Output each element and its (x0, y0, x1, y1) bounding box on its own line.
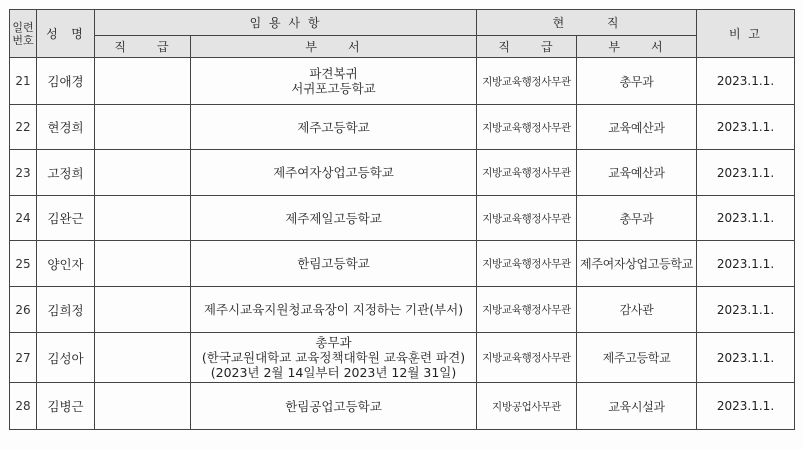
department-line: (한국교원대학교 교육정책대학원 교육훈련 파견) (201, 350, 466, 365)
name-cell: 김애경 (37, 58, 95, 105)
serial-header-line2: 번호 (12, 33, 34, 47)
serial-number-cell: 28 (10, 383, 37, 430)
current-department-cell: 교육예산과 (577, 105, 697, 150)
table-row (10, 287, 795, 333)
table-body (10, 58, 795, 430)
current-rank-cell: 지방교육행정사무관 (477, 241, 577, 287)
appointment-header: 임 용 사 항 (95, 10, 477, 36)
serial-number-cell: 25 (10, 241, 37, 287)
table-row (10, 58, 795, 105)
current-position-header: 현 직 (477, 10, 697, 36)
department-line: 제주여자상업고등학교 (273, 165, 394, 180)
current-rank-cell: 지방교육행정사무관 (477, 196, 577, 241)
remarks-header: 비 고 (697, 10, 795, 58)
name-cell: 김완근 (37, 196, 95, 241)
remarks-cell: 2023.1.1. (697, 150, 795, 196)
personnel-appointment-table (9, 9, 795, 430)
appointment-rank-cell (95, 287, 191, 333)
appointment-rank-cell (95, 150, 191, 196)
current-department-cell: 교육시설과 (577, 383, 697, 430)
appointment-department-cell (191, 333, 477, 383)
current-department-cell: 제주고등학교 (577, 333, 697, 383)
current-department-header: 부 서 (577, 36, 697, 58)
remarks-cell: 2023.1.1. (697, 333, 795, 383)
name-cell: 고정희 (37, 150, 95, 196)
serial-number-header (10, 10, 37, 58)
current-department-cell: 교육예산과 (577, 150, 697, 196)
current-rank-cell: 지방교육행정사무관 (477, 333, 577, 383)
serial-number-cell: 22 (10, 105, 37, 150)
appointment-rank-cell (95, 383, 191, 430)
department-line: 제주시교육지원청교육장이 지정하는 기관(부서) (203, 302, 464, 317)
appointment-rank-header: 직 급 (95, 36, 191, 58)
table-row (10, 196, 795, 241)
remarks-cell: 2023.1.1. (697, 241, 795, 287)
current-rank-header: 직 급 (477, 36, 577, 58)
appointment-department-cell (191, 287, 477, 333)
serial-number-cell: 23 (10, 150, 37, 196)
current-rank-cell: 지방교육행정사무관 (477, 287, 577, 333)
appointment-rank-cell (95, 241, 191, 287)
name-cell: 현경희 (37, 105, 95, 150)
department-line: 한림공업고등학교 (285, 398, 382, 414)
appointment-department-cell (191, 58, 477, 105)
current-department-cell: 총무과 (577, 58, 697, 105)
department-line: (2023년 2월 14일부터 2023년 12월 31일) (210, 365, 457, 380)
serial-number-cell: 27 (10, 333, 37, 383)
current-rank-cell: 지방교육행정사무관 (477, 58, 577, 105)
department-line: 파견복귀 (309, 66, 358, 81)
serial-number-cell: 26 (10, 287, 37, 333)
appointment-department-header: 부 서 (191, 36, 477, 58)
department-line: 서귀포고등학교 (291, 81, 376, 96)
current-rank-cell: 지방공업사무관 (477, 383, 577, 430)
appointment-department-cell (191, 105, 477, 150)
serial-header-line1: 일련 (12, 20, 34, 34)
remarks-cell: 2023.1.1. (697, 58, 795, 105)
table-row (10, 333, 795, 383)
name-cell: 김성아 (37, 333, 95, 383)
department-line: 제주고등학교 (297, 119, 370, 135)
name-cell: 김병근 (37, 383, 95, 430)
appointment-department-cell (191, 241, 477, 287)
current-department-cell: 감사관 (577, 287, 697, 333)
current-rank-cell: 지방교육행정사무관 (477, 150, 577, 196)
appointment-rank-cell (95, 196, 191, 241)
table-row (10, 105, 795, 150)
department-line: 한림고등학교 (297, 256, 370, 271)
table-row (10, 150, 795, 196)
department-line: 총무과 (315, 335, 352, 350)
remarks-cell: 2023.1.1. (697, 287, 795, 333)
appointment-rank-cell (95, 105, 191, 150)
remarks-cell: 2023.1.1. (697, 383, 795, 430)
appointment-rank-cell (95, 58, 191, 105)
name-cell: 양인자 (37, 241, 95, 287)
appointment-rank-cell (95, 333, 191, 383)
name-cell: 김희정 (37, 287, 95, 333)
current-department-cell: 제주여자상업고등학교 (577, 241, 697, 287)
appointment-department-cell (191, 383, 477, 430)
table-row (10, 241, 795, 287)
current-rank-cell: 지방교육행정사무관 (477, 105, 577, 150)
serial-number-cell: 24 (10, 196, 37, 241)
table-row (10, 383, 795, 430)
serial-number-cell: 21 (10, 58, 37, 105)
name-header: 성 명 (37, 10, 95, 58)
appointment-department-cell (191, 196, 477, 241)
remarks-cell: 2023.1.1. (697, 196, 795, 241)
current-department-cell: 총무과 (577, 196, 697, 241)
remarks-cell: 2023.1.1. (697, 105, 795, 150)
appointment-department-cell (191, 150, 477, 196)
department-line: 제주제일고등학교 (285, 210, 382, 226)
